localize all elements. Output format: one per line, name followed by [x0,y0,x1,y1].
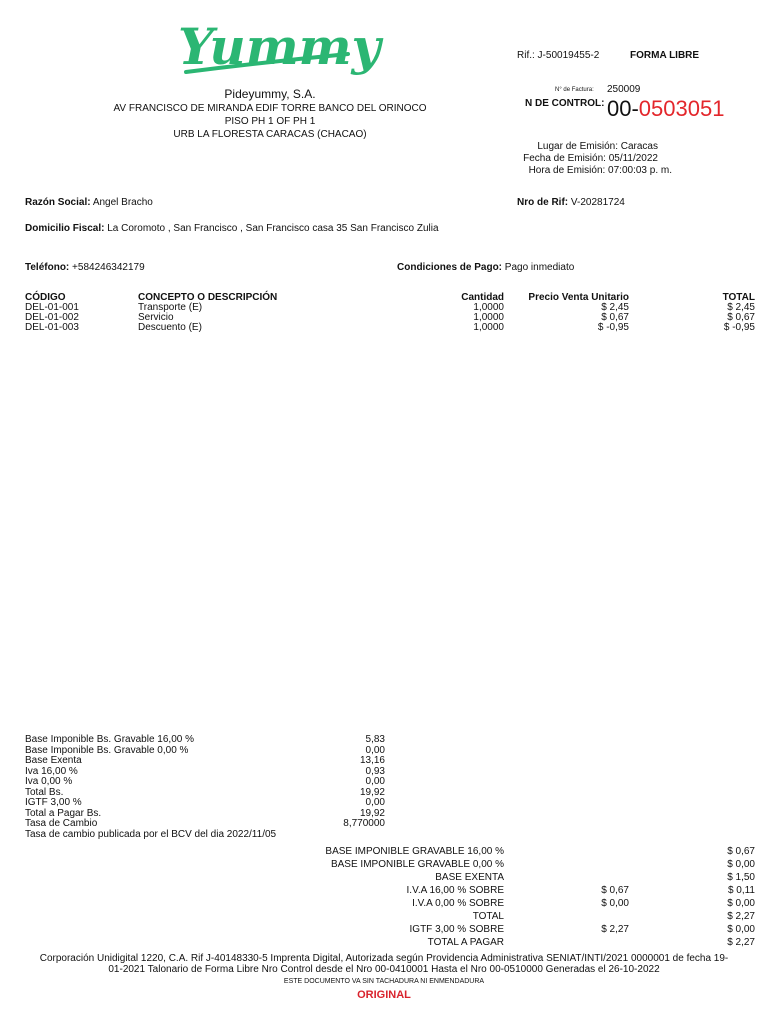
legal-notice [20,953,748,975]
bs-summary-row [25,830,385,841]
payment-value: Pago inmediato [504,262,575,273]
payment-label: Condiciones de Pago: [397,262,503,273]
col-header-unit-price: Precio Venta Unitario [528,292,629,303]
row-description: Descuento (E) [138,322,202,333]
client-rif-value: V-20281724 [570,197,625,208]
usd-summary-value: $ 2,27 [727,937,755,948]
row-code: DEL-01-002 [25,312,79,323]
control-prefix: 00- [607,96,639,121]
emission-date: Fecha de Emisión: 05/11/2022 [523,153,658,164]
bs-summary-label: Base Exenta [25,755,82,766]
company-address-2: PISO PH 1 OF PH 1 [224,116,316,127]
bs-summary-label: Tasa de cambio publicada por el BCV del dia 2022/11/05 [25,828,277,840]
bs-summary-label: Tasa de Cambio [25,818,98,829]
usd-summary-value: $ 0,00 [727,859,755,870]
legal-line-2: 01-2021 Talonario de Forma Libre Nro Control desde el Nro 00-0410001 Hasta el Nro 00-0510000 Generadas el 26-10-2022 [108,964,660,975]
bs-summary-row [25,756,385,767]
bs-summary-label: Iva 0,00 % [25,776,73,787]
bs-summary-label: Iva 16,00 % [25,765,78,777]
bs-summary-label: Base Imponible Bs. Gravable 0,00 % [25,744,189,756]
col-header-code: CÓDIGO [25,292,66,303]
usd-summary-row [25,884,755,897]
control-digits: 0503051 [638,96,725,121]
emission-time: Hora de Emisión: 07:00:03 p. m. [528,165,672,176]
bs-summary-value: 5,83 [365,734,385,745]
row-quantity: 1,0000 [473,312,504,323]
row-quantity: 1,0000 [473,302,504,313]
usd-summary-row [25,871,755,884]
company-address-3: URB LA FLORESTA CARACAS (CHACAO) [173,129,367,140]
bs-summary-row [25,798,385,809]
row-code: DEL-01-001 [25,302,79,313]
col-header-description: CONCEPTO O DESCRIPCIÓN [138,292,278,303]
razon-social [25,197,153,208]
form-type: FORMA LIBRE [630,50,700,61]
usd-summary-base: $ 0,00 [601,898,629,909]
usd-summary-base: $ 2,27 [601,924,629,935]
usd-summary-value: $ 0,67 [727,846,755,857]
logo-text: Yummy [178,17,381,76]
row-description: Transporte (E) [138,302,203,313]
usd-summary-row [25,858,755,871]
bs-summary-label: Total a Pagar Bs. [25,807,102,819]
yummy-logo [176,14,381,78]
phone-value: +584246342179 [72,262,145,273]
bs-summary-value: 19,92 [359,786,385,798]
bs-summary-row [25,777,385,788]
usd-summary-value: $ 0,00 [727,924,755,935]
legal-line-1: Corporación Unidigital 1220, C.A. Rif J-40148330-5 Imprenta Digital, Autorizada según Providencia Administrativa SENIAT/INTI/2021 0000001 de fecha 19- [39,953,729,964]
client-rif [517,197,625,208]
usd-summary-value: $ 0,00 [727,898,755,909]
row-unit-price: $ -0,95 [597,322,629,333]
emission-place: Lugar de Emisión: Caracas [537,141,658,152]
invoice-number-label: N° de Factura: [555,87,594,93]
bs-summary-value: 13,16 [359,755,385,766]
control-label: N DE CONTROL: [525,98,605,109]
row-total: $ -0,95 [723,322,755,333]
usd-summary-label: BASE IMPONIBLE GRAVABLE 16,00 % [325,846,504,857]
usd-summary-label: I.V.A 16,00 % SOBRE [406,885,504,896]
domicilio-fiscal [25,223,439,234]
bs-summary-row [25,819,385,830]
client-rif-label: Nro de Rif: [517,197,569,208]
razon-social-value: Angel Bracho [92,197,153,208]
bs-summary-value: 19,92 [359,807,385,819]
bs-summary-value: 0,00 [365,744,385,756]
original-stamp: ORIGINAL [357,989,411,1001]
bs-summary-row [25,735,385,746]
control-number [607,96,724,122]
bs-summary-label: Base Imponible Bs. Gravable 16,00 % [25,734,194,745]
usd-summary-row [25,936,755,949]
usd-summary-label: BASE EXENTA [435,872,504,883]
usd-summary-row [25,897,755,910]
row-code: DEL-01-003 [25,322,79,333]
table-row [25,322,755,333]
company-address-1: AV FRANCISCO DE MIRANDA EDIF TORRE BANCO DEL ORINOCO [113,103,427,114]
invoice-number: 250009 [607,84,641,95]
col-header-quantity: Cantidad [461,292,504,303]
usd-summary-value: $ 0,11 [727,885,755,896]
bs-summary-value: 8,770000 [343,818,385,829]
usd-summary-row [25,910,755,923]
client-phone [25,262,145,273]
bs-summary-value: 0,00 [365,776,385,787]
document-notice: ESTE DOCUMENTO VA SIN TACHADURA NI ENMENDADURA [283,978,485,985]
company-rif: Rif.: J-50019455-2 [517,50,600,61]
phone-label: Teléfono: [25,262,70,273]
domicilio-value: La Coromoto , San Francisco , San Francisco casa 35 San Francisco Zulia [107,223,439,234]
row-description: Servicio [138,312,174,323]
usd-summary-label: TOTAL A PAGAR [427,937,504,948]
razon-social-label: Razón Social: [25,197,91,208]
domicilio-label: Domicilio Fiscal: [25,223,105,234]
usd-summary-label: BASE IMPONIBLE GRAVABLE 0,00 % [330,859,504,870]
usd-summary-label: TOTAL [472,911,504,922]
usd-summary-label: I.V.A 0,00 % SOBRE [412,898,504,909]
bs-summary-value: 0,93 [365,765,385,777]
bs-summary-label: IGTF 3,00 % [25,797,82,808]
usd-summary-row [25,923,755,936]
usd-summary-value: $ 1,50 [727,872,755,883]
company-name: Pideyummy, S.A. [224,87,316,101]
row-quantity: 1,0000 [473,322,504,333]
usd-summary-label: IGTF 3,00 % SOBRE [409,924,504,935]
usd-summary-base: $ 0,67 [601,885,629,896]
bs-summary-label: Total Bs. [25,786,64,798]
usd-summary-row [25,845,755,858]
row-total: $ 0,67 [727,312,755,323]
bs-summary-row [25,767,385,778]
row-total: $ 2,45 [727,302,755,313]
bs-summary-value: 0,00 [365,797,385,808]
usd-summary-value: $ 2,27 [727,911,755,922]
row-unit-price: $ 0,67 [601,312,629,323]
col-header-total: TOTAL [722,292,755,303]
payment-conditions [397,262,574,273]
row-unit-price: $ 2,45 [601,302,629,313]
